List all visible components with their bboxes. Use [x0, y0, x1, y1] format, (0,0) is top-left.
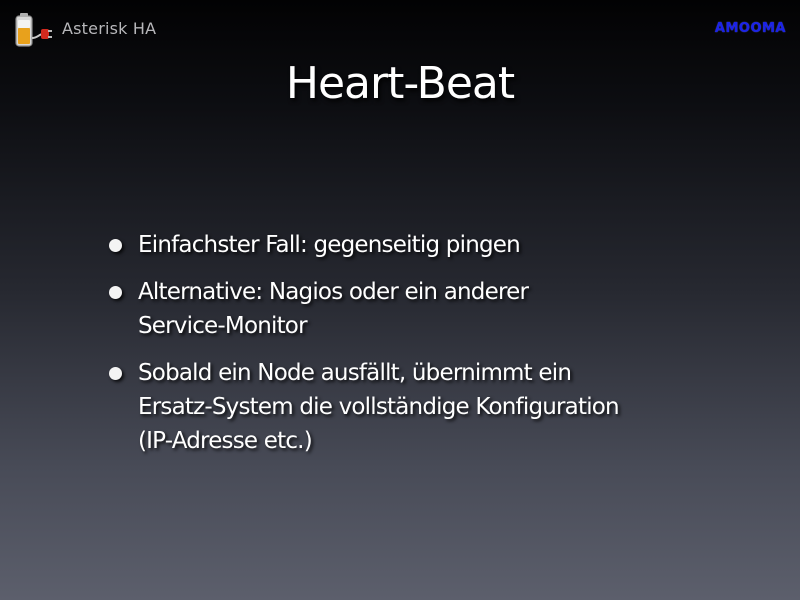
bullet-line: Service-Monitor	[138, 313, 307, 339]
slide-title: Heart-Beat	[285, 58, 515, 109]
bullet-line: Einfachster Fall: gegenseitig pingen	[138, 232, 520, 258]
bullet-line: Sobald ein Node ausfällt, übernimmt ein	[138, 360, 572, 386]
bullet-line: (IP-Adresse etc.)	[138, 428, 312, 454]
app-title: Asterisk HA	[62, 19, 157, 38]
bullet-dot-icon	[109, 239, 122, 252]
bullet-item	[106, 275, 746, 343]
bullet-line: Alternative: Nagios oder ein anderer	[138, 279, 529, 305]
bullet-dot-icon	[109, 367, 122, 380]
bullet-list	[106, 228, 746, 471]
brand-logo: AMOOMA	[714, 21, 786, 36]
bullet-item	[106, 228, 746, 262]
bullet-item	[106, 356, 746, 458]
bullet-dot-icon	[109, 286, 122, 299]
app-logo-icon	[12, 10, 54, 50]
bullet-line: Ersatz-System die vollständige Konfiguration	[138, 394, 619, 420]
